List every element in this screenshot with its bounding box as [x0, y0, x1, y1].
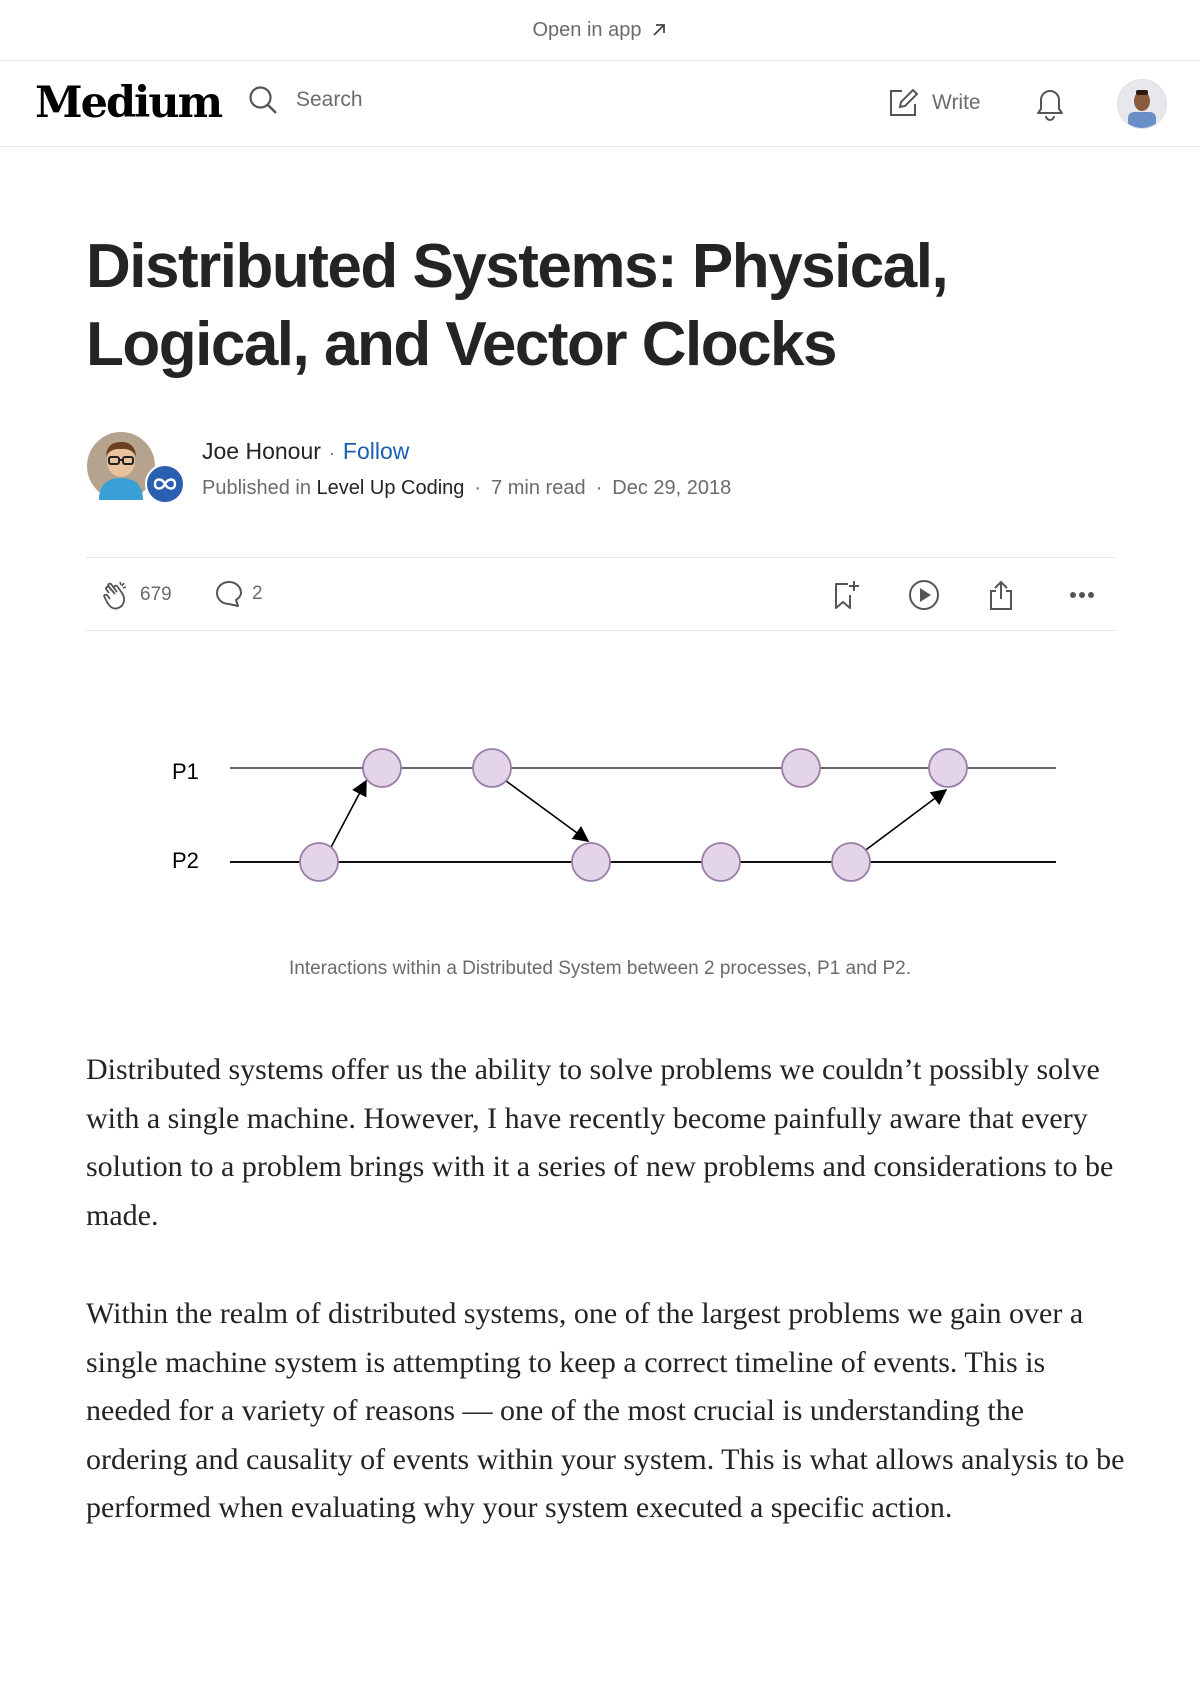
- separator-dot: ·: [328, 443, 335, 463]
- publish-date: Dec 29, 2018: [612, 477, 732, 499]
- comment-count: 2: [252, 583, 263, 604]
- comment-icon: [214, 579, 244, 609]
- message-arrow: [329, 781, 366, 851]
- open-in-app-bar[interactable]: [0, 0, 1200, 61]
- separator-dot: ·: [595, 477, 603, 499]
- message-arrow: [502, 778, 588, 841]
- event-node: [363, 749, 401, 787]
- user-avatar-image: [1118, 80, 1166, 128]
- publication-line: [202, 477, 731, 500]
- publication-name[interactable]: Level Up Coding: [316, 477, 465, 499]
- event-node: [929, 749, 967, 787]
- article-title: Distributed Systems: Physical, Logical, and Vector Clocks: [86, 232, 948, 379]
- body-paragraph: Distributed systems offer us the ability to solve problems we couldn’t possibly solve with a single machine. However, I have recently become painfully aware that every solution to a problem brings with it a series of new problems and considerations to be made.: [86, 1053, 1114, 1232]
- event-node: [782, 749, 820, 787]
- listen-button[interactable]: [908, 579, 940, 611]
- article-action-bar: [86, 557, 1115, 631]
- share-button[interactable]: [986, 579, 1016, 611]
- clap-count: 679: [140, 584, 172, 605]
- clap-button[interactable]: [100, 579, 172, 611]
- clap-icon: [100, 579, 132, 611]
- comments-button[interactable]: [214, 579, 263, 609]
- save-button[interactable]: [831, 579, 861, 611]
- play-icon: [908, 579, 940, 611]
- published-in-label: Published in: [202, 477, 311, 499]
- figure-caption: Interactions within a Distributed System between 2 processes, P1 and P2.: [288, 958, 912, 979]
- author-name[interactable]: Joe Honour: [202, 438, 321, 464]
- process-label-p1: P1: [172, 759, 199, 784]
- medium-logo[interactable]: Medium: [35, 78, 222, 128]
- diagram-svg: [86, 660, 1115, 930]
- search-icon: [248, 85, 278, 115]
- author-line: [202, 438, 409, 465]
- process-label-p2: P2: [172, 848, 199, 873]
- separator-dot: ·: [474, 477, 482, 499]
- body-paragraph: Within the realm of distributed systems, one of the largest problems we gain over a single machine system is attempting to keep a correct timeline of events. This is needed for a variety of reasons — one of the most crucial is understanding the ordering and causality of events within your system. This is what allows analysis to be performed when evaluating why your system executed a specific action.: [86, 1297, 1125, 1524]
- event-node: [832, 843, 870, 881]
- bell-icon: [1033, 85, 1067, 121]
- write-button[interactable]: [888, 88, 981, 118]
- notifications-button[interactable]: [1033, 85, 1067, 126]
- publication-badge[interactable]: [145, 464, 185, 504]
- follow-button[interactable]: Follow: [342, 438, 410, 464]
- message-arrow: [863, 790, 946, 852]
- event-node: [473, 749, 511, 787]
- event-node: [702, 843, 740, 881]
- process-interaction-diagram[interactable]: [86, 660, 1115, 930]
- open-in-app-link[interactable]: Open in app: [532, 18, 642, 41]
- search-input[interactable]: [248, 85, 363, 115]
- infinity-icon: [152, 476, 178, 492]
- user-avatar[interactable]: [1117, 79, 1167, 129]
- more-options-button[interactable]: [1067, 579, 1097, 611]
- author-avatar[interactable]: [87, 432, 155, 500]
- share-icon: [986, 579, 1016, 611]
- event-node: [300, 843, 338, 881]
- site-header: [0, 61, 1200, 147]
- event-node: [572, 843, 610, 881]
- arrow-up-right-icon: [651, 22, 667, 38]
- search-placeholder: Search: [296, 88, 363, 111]
- write-icon: [888, 88, 920, 118]
- write-label: Write: [932, 91, 981, 114]
- author-avatar-image: [87, 432, 155, 500]
- bookmark-add-icon: [831, 579, 861, 611]
- read-time: 7 min read: [491, 477, 586, 499]
- more-icon: [1067, 579, 1097, 611]
